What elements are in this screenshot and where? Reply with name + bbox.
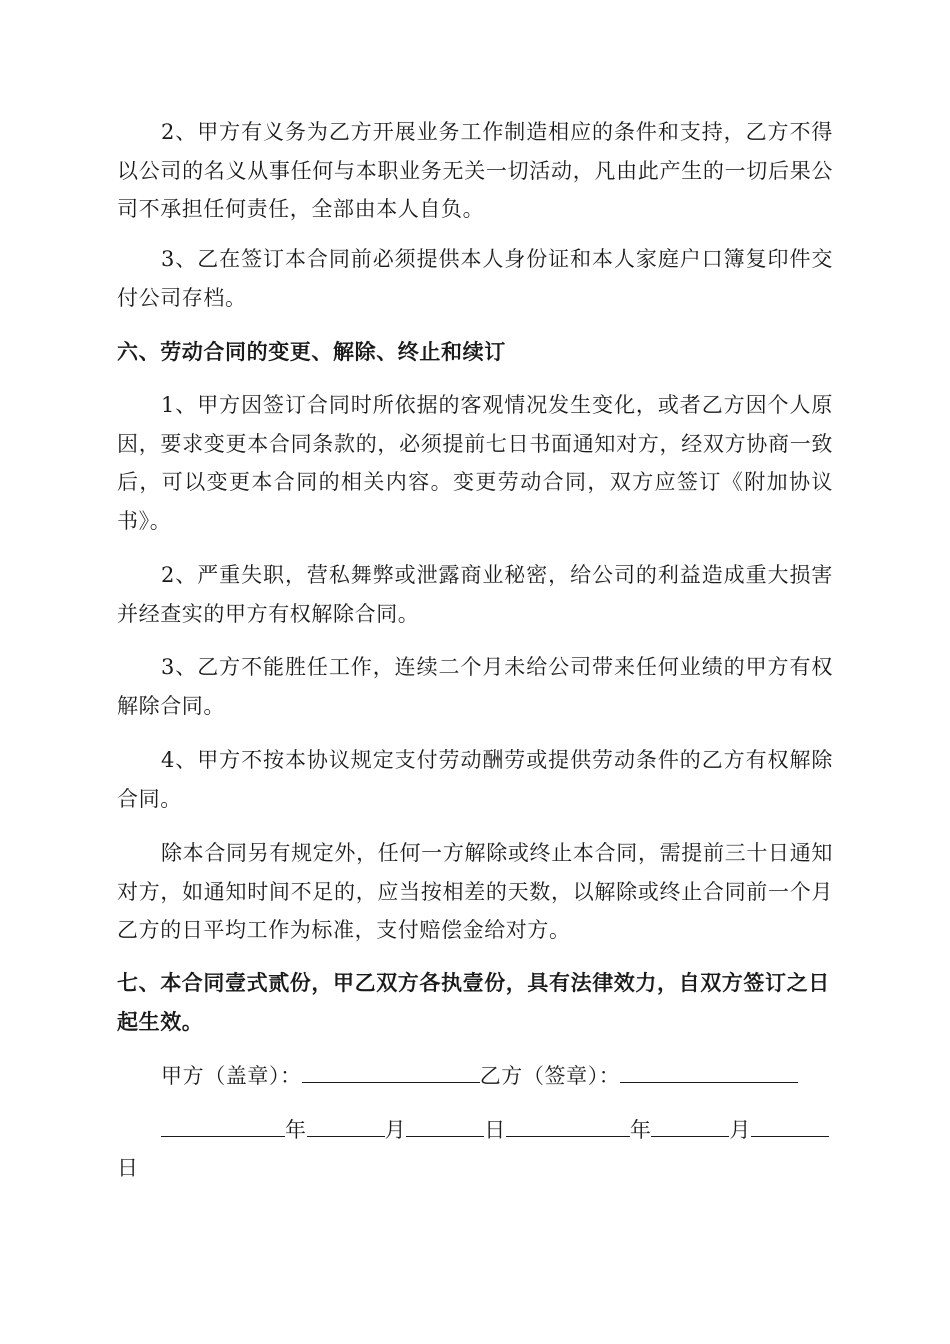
party-b-year-blank[interactable]: [506, 1112, 630, 1137]
clause-5-3: 3、乙在签订本合同前必须提供本人身份证和本人家庭户口簿复印件交付公司存档。: [117, 247, 833, 310]
clause-6-4: 4、甲方不按本协议规定支付劳动酬劳或提供劳动条件的乙方有权解除合同。: [117, 748, 833, 811]
party-b-month-blank[interactable]: [651, 1112, 729, 1137]
section-6-heading: 六、劳动合同的变更、解除、终止和续订: [117, 339, 506, 364]
clause-6-2: 2、严重失职，营私舞弊或泄露商业秘密，给公司的利益造成重大损害并经查实的甲方有权解除合同。: [117, 563, 833, 626]
day-label-b: 日: [117, 1156, 139, 1180]
party-a-signature-blank[interactable]: [302, 1058, 480, 1083]
party-a-label: 甲方（盖章）：: [161, 1064, 302, 1088]
party-a-day-blank[interactable]: [406, 1112, 484, 1137]
clause-6-3: 3、乙方不能胜任工作，连续二个月未给公司带来任何业绩的甲方有权解除合同。: [117, 655, 833, 718]
party-b-signature-blank[interactable]: [620, 1058, 798, 1083]
clause-5-2: 2、甲方有义务为乙方开展业务工作制造相应的条件和支持，乙方不得以公司的名义从事任何与本职业务无关一切活动，凡由此产生的一切后果公司不承担任何责任，全部由本人自负。: [117, 120, 833, 221]
signature-row: [161, 1057, 798, 1095]
day-label: 日: [484, 1118, 506, 1142]
month-label: 月: [384, 1118, 407, 1142]
party-a-year-blank[interactable]: [161, 1112, 285, 1137]
party-b-day-blank[interactable]: [751, 1112, 829, 1137]
party-a-month-blank[interactable]: [307, 1112, 385, 1137]
clause-6-general: 除本合同另有规定外，任何一方解除或终止本合同，需提前三十日通知对方，如通知时间不足的，应当按相差的天数，以解除或终止合同前一个月乙方的日平均工作为标准，支付赔偿金给对方。: [117, 841, 833, 942]
section-7-heading: 七、本合同壹式贰份，甲乙双方各执壹份，具有法律效力，自双方签订之日起生效。: [117, 970, 830, 1034]
date-row: [117, 1111, 833, 1187]
year-label-b: 年: [629, 1118, 652, 1142]
year-label: 年: [285, 1118, 307, 1142]
clause-6-1: 1、甲方因签订合同时所依据的客观情况发生变化，或者乙方因个人原因，要求变更本合同条款的，必须提前七日书面通知对方，经双方协商一致后，可以变更本合同的相关内容。变更劳动合同，双方应签订《附加协议书》。: [117, 393, 833, 533]
party-b-label: 乙方（签章）：: [479, 1064, 621, 1088]
month-label-b: 月: [729, 1118, 752, 1142]
